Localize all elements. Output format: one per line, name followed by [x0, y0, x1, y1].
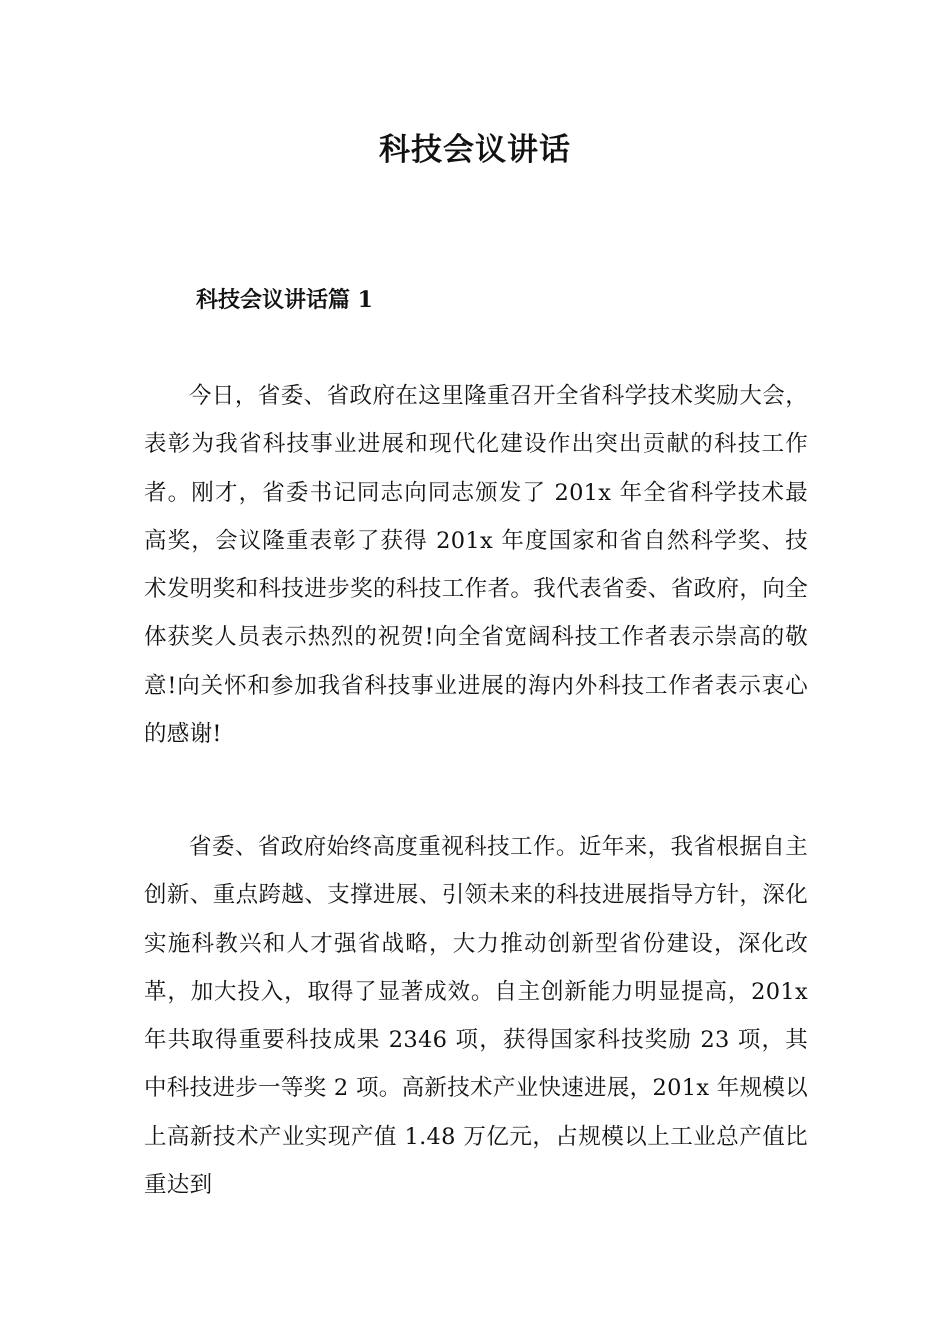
- body-paragraph: 今日，省委、省政府在这里隆重召开全省科学技术奖励大会，表彰为我省科技事业进展和现代化建设作出突出贡献的科技工作者。刚才，省委书记同志向同志颁发了 201x 年全省科学技术最高奖，会议隆重表彰了获得 201x 年度国家和省自然科学奖、技术发明奖和科技进步奖的科技工作者。我代表省委、省政府，向全体获奖人员表示热烈的祝贺!向全省宽阔科技工作者表示崇高的敬意!向关怀和参加我省科技事业进展的海内外科技工作者表示衷心的感谢!: [144, 383, 808, 748]
- body-paragraph: 省委、省政府始终高度重视科技工作。近年来，我省根据自主创新、重点跨越、支撑进展、引领未来的科技进展指导方针，深化实施科教兴和人才强省战略，大力推动创新型省份建设，深化改革，加大投入，取得了显著成效。自主创新能力明显提高，201x 年共取得重要科技成果 2346 项，获得国家科技奖励 23 项，其中科技进步一等奖 2 项。高新技术产业快速进展，201x 年规模以上高新技术产业实现产值 1.48 万亿元，占规模以上工业总产值比重达到: [144, 834, 808, 1199]
- section-heading: 科技会议讲话篇 1: [196, 287, 373, 313]
- document-title: 科技会议讲话: [379, 132, 571, 168]
